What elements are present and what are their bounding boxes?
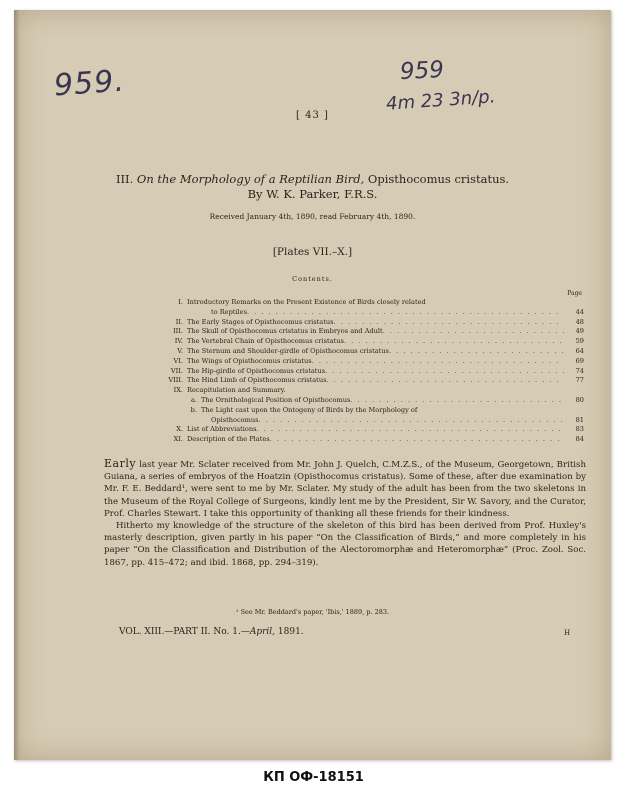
- toc-entry-title: The Early Stages of Opisthocomus cristatus: [187, 317, 334, 326]
- toc-leader-dots: [312, 357, 564, 367]
- toc-entry-page: 77: [575, 376, 584, 385]
- toc-entry-title: The Hip-girdle of Opisthocomus cristatus: [187, 366, 326, 375]
- toc-entry: [149, 367, 584, 377]
- toc-entry-number: IV.: [174, 337, 183, 346]
- toc-entry: [149, 347, 584, 357]
- toc-entry: [149, 327, 584, 337]
- toc-entry: [149, 386, 584, 396]
- document-page: [14, 10, 611, 760]
- toc-entry-title: The Light cast upon the Ontogeny of Birds by the Morphology of: [201, 405, 418, 414]
- toc-leader-dots: [389, 347, 564, 357]
- toc-entry: [149, 298, 584, 308]
- toc-entry-number: I.: [178, 298, 183, 306]
- footnote: ¹ See Mr. Beddard's paper, 'Ibis,' 1889, p. 283.: [235, 608, 390, 616]
- toc-entry-page: 69: [575, 356, 584, 365]
- toc-entry-page: 81: [575, 415, 584, 424]
- toc-entry-number: VII.: [170, 366, 183, 375]
- toc-leader-dots: [334, 318, 564, 328]
- toc-rows: [149, 298, 584, 445]
- paragraph-1-text: last year Mr. Sclater received from Mr. John J. Quelch, C.M.Z.S., of the Museum, Georgetown, British Guiana, a series of embryos of the Hoatzin (Opisthocomus cristatus). Some of these, after due examination by Mr. F. E. Beddard¹, were sent to me by Mr. Sclater. My study of the adult has been from the two skeletons in the Museum of the Royal College of Surgeons, kindly lent me by the President, Sir W. Savory, and the Curator, Prof. Charles Stewart. I take this opportunity of thanking all these friends for their kindness.: [104, 460, 586, 519]
- toc-entry-page: 74: [575, 366, 584, 375]
- toc-entry-page: 83: [575, 425, 584, 434]
- toc-entry-title: Recapitulation and Summary.: [187, 386, 286, 395]
- handwritten-note-right: 4m 23 3n/p.: [385, 86, 497, 115]
- toc-entry-page: 84: [575, 435, 584, 444]
- toc-entry-title: The Skull of Opisthocomus cristatus in Embryos and Adult: [187, 327, 383, 336]
- handwritten-number-right: 959: [399, 56, 445, 86]
- toc-entry-title: The Wings of Opisthocomus cristatus: [187, 356, 312, 365]
- toc-leader-dots: [326, 376, 564, 386]
- toc-entry-number: VI.: [173, 356, 183, 365]
- toc-entry: [149, 337, 584, 347]
- initial-word: Early: [104, 457, 137, 470]
- toc-entry-page: 80: [575, 395, 584, 404]
- toc-leader-dots: [325, 367, 564, 377]
- toc-entry: [149, 308, 584, 318]
- toc-entry-number: b.: [190, 405, 197, 414]
- toc-entry-number: X.: [176, 425, 183, 434]
- toc-entry-title: The Vertebral Chain of Opisthocomus cristatus: [187, 337, 344, 346]
- toc-leader-dots: [257, 425, 564, 435]
- paper-title: [14, 172, 611, 202]
- plates-label: [Plates VII.–X.]: [272, 246, 353, 258]
- archive-caption: КП ОФ-18151: [263, 770, 364, 785]
- toc-entry: [149, 318, 584, 328]
- volume-info: VOL. XIII.—PART II. No. 1.—: [119, 627, 250, 637]
- toc-leader-dots: [350, 396, 564, 406]
- signature-mark: H: [564, 629, 571, 637]
- toc-entry-title: Introductory Remarks on the Present Existence of Birds closely related: [187, 298, 426, 306]
- toc-entry-page: 48: [575, 317, 584, 326]
- toc-entry-number: II.: [175, 317, 183, 326]
- toc-entry: [149, 416, 584, 426]
- toc-entry-title: The Ornithological Position of Opisthocomus: [201, 395, 351, 404]
- received-date: Received January 4th, 1890, read February 4th, 1890.: [209, 212, 416, 221]
- toc-entry-title: Description of the Plates: [187, 435, 270, 444]
- toc-leader-dots: [270, 435, 564, 445]
- toc-leader-dots: [383, 327, 564, 337]
- toc-leader-dots: [247, 308, 564, 318]
- toc-entry-title: List of Abbreviations: [187, 425, 257, 434]
- paragraph-2: Hitherto my knowledge of the structure of the skeleton of this bird has been derived from Prof. Huxley's masterly description, given partly in his paper “On the Classification of Birds,” and more completely in his paper “On the Classification and Distribution of the Alectoromorphæ and Heteromorphæ” (Proc. Zool. Soc. 1867, pp. 415–472; and ibid. 1868, pp. 294–319).: [104, 521, 586, 568]
- toc-entry-number: III.: [173, 327, 183, 336]
- volume-year: 1891.: [275, 627, 304, 637]
- toc-entry-page: 64: [575, 346, 584, 355]
- author-line: By W. K. Parker, F.R.S.: [247, 187, 378, 201]
- title-species: Opisthocomus cristatus.: [367, 172, 510, 186]
- toc-entry-number: VIII.: [168, 376, 183, 385]
- toc-entry: [149, 396, 584, 406]
- toc-entry-number: XI.: [173, 435, 183, 444]
- toc-entry-page: 44: [575, 307, 584, 316]
- toc-entry: [149, 406, 584, 416]
- toc-leader-dots: [259, 416, 564, 426]
- paragraph-1: [104, 458, 586, 520]
- title-italic: On the Morphology of a Reptilian Bird,: [136, 172, 365, 186]
- volume-line: [119, 627, 304, 637]
- body-text: [104, 458, 586, 569]
- handwritten-number-left: 959.: [52, 63, 126, 104]
- toc-entry-page: 49: [575, 327, 584, 336]
- toc-entry-number: IX.: [173, 386, 183, 395]
- toc-page-label: Page: [567, 290, 582, 297]
- toc-leader-dots: [344, 337, 564, 347]
- contents-heading: Contents.: [292, 275, 333, 283]
- title-numeral: III.: [115, 172, 134, 186]
- toc-entry: [149, 435, 584, 445]
- toc-entry: [149, 425, 584, 435]
- toc-entry-title: Opisthocomus: [211, 415, 259, 424]
- toc-entry-title: The Hind Limb of Opisthocomus cristatus: [187, 376, 327, 385]
- title-line: [14, 172, 611, 187]
- toc-entry-title: The Sternum and Shoulder-girdle of Opisthocomus cristatus: [187, 346, 389, 355]
- toc-entry: [149, 357, 584, 367]
- toc-entry-page: 59: [575, 337, 584, 346]
- toc-entry-number: a.: [190, 395, 197, 404]
- volume-date: April,: [249, 627, 276, 637]
- page-number: [ 43 ]: [296, 110, 329, 121]
- toc-entry-title: to Reptiles: [211, 307, 247, 316]
- toc-entry: [149, 376, 584, 386]
- table-of-contents: [149, 290, 584, 445]
- toc-entry-number: V.: [177, 346, 183, 355]
